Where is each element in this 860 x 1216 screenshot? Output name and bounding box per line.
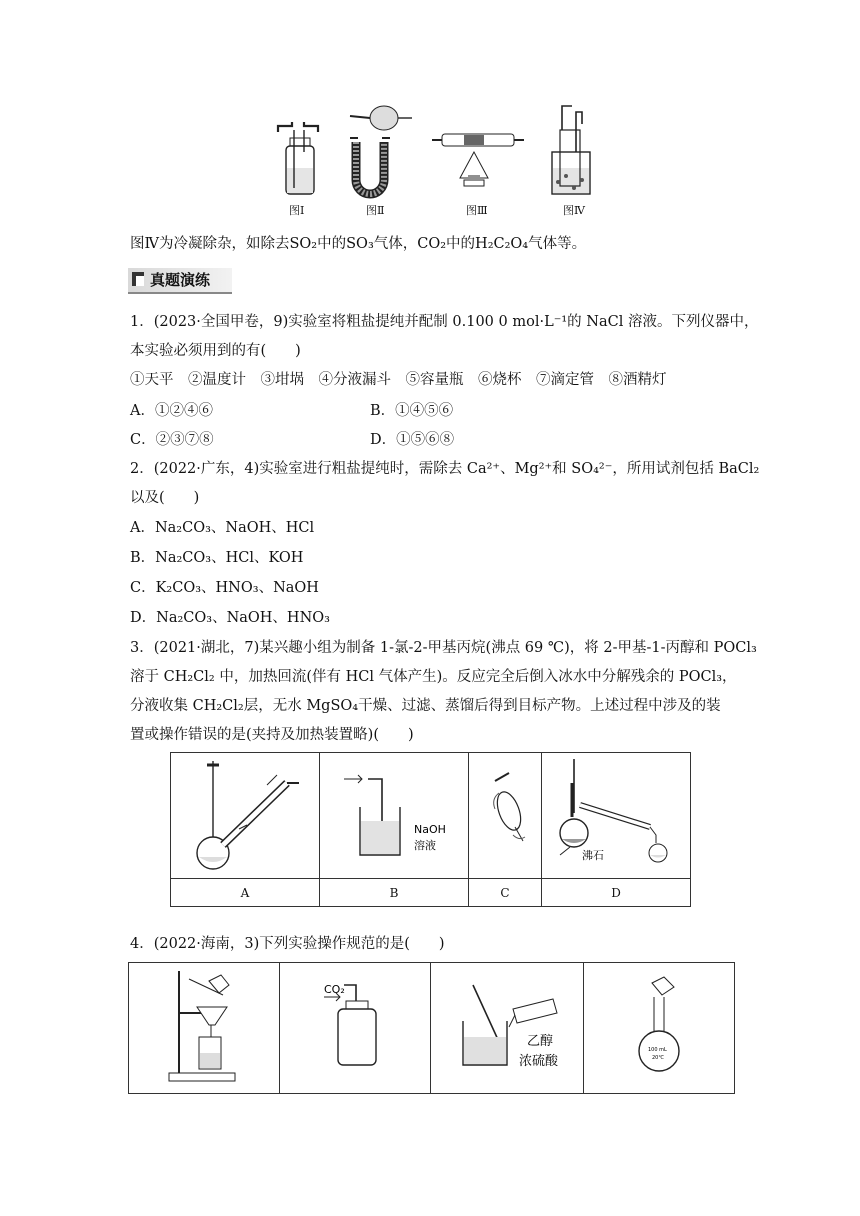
cold-trap-figure <box>546 102 598 200</box>
section-title: 真题演练 <box>150 271 211 289</box>
q1-option-d: D．①⑤⑥⑧ <box>370 432 455 448</box>
q4-flask-label-2: 20℃ <box>652 1055 664 1061</box>
section-header <box>128 268 232 294</box>
q3-stem-line3: 分液收集 CH₂Cl₂层，无水 MgSO₄干燥、过滤、蒸馏后得到目标产物。上述过程中涉及的装 <box>130 698 721 714</box>
q4-acid-label: 浓硫酸 <box>519 1054 559 1069</box>
q2-option-a: A．Na₂CO₃、NaOH、HCl <box>130 520 315 536</box>
q3-naoh-label-2: 溶液 <box>414 839 436 852</box>
q4-stem: 4．(2022·海南，3)下列实验操作规范的是( ) <box>130 936 445 952</box>
q3-stem-line2: 溶于 CH₂Cl₂ 中，加热回流(伴有 HCl 气体产生)。反应完全后倒入冰水中分解残余的 POCl₃， <box>130 669 737 685</box>
figure-caption-3: 图Ⅲ <box>466 204 488 217</box>
apparatus-figures <box>268 102 598 220</box>
q1-option-b: B．①④⑤⑥ <box>370 403 454 419</box>
q1-option-a: A．①②④⑥ <box>130 403 213 419</box>
volumetric-flask-figure <box>584 963 734 1089</box>
q4-flask-label-1: 100 mL <box>648 1047 667 1053</box>
q2-stem-line1: 2．(2022·广东，4)实验室进行粗盐提纯时，需除去 Ca²⁺、Mg²⁺和 SO₄²⁻，所用试剂包括 BaCl₂ <box>130 461 760 477</box>
q3-stem-line4: 置或操作错误的是(夹持及加热装置略)( ) <box>130 727 414 743</box>
q3-label-c: C <box>469 879 542 907</box>
q2-option-b: B．Na₂CO₃、HCl、KOH <box>130 550 304 566</box>
distillation-figure <box>542 753 690 875</box>
q2-option-c: C．K₂CO₃、HNO₃、NaOH <box>130 580 319 596</box>
q2-stem-line2: 以及( ) <box>130 490 200 506</box>
q4-figure-b <box>280 963 431 1094</box>
naoh-absorber-figure <box>320 753 468 875</box>
q4-options-table <box>128 962 735 1094</box>
note-text: 图Ⅳ为冷凝除杂，如除去SO₂中的SO₃气体，CO₂中的H₂C₂O₄气体等。 <box>130 236 587 252</box>
q4-ethanol-label: 乙醇 <box>527 1034 554 1049</box>
q4-figure-c <box>431 963 584 1094</box>
gas-washing-bottle-figure <box>272 102 324 200</box>
q3-options-table <box>170 752 691 907</box>
separatory-funnel-figure <box>469 753 541 875</box>
q3-figure-a <box>171 753 320 879</box>
mixing-acid-figure <box>431 963 583 1089</box>
q4-figure-a <box>129 963 280 1094</box>
q1-stem-line2: 本实验必须用到的有( ) <box>130 343 301 359</box>
q3-naoh-label-1: NaOH <box>414 823 446 836</box>
figure-caption-2: 图Ⅱ <box>366 204 385 217</box>
filtration-figure <box>129 963 279 1089</box>
heated-tube-figure <box>428 102 528 200</box>
q3-figure-d <box>542 753 691 879</box>
q3-label-b: B <box>320 879 469 907</box>
q2-option-d: D．Na₂CO₃、NaOH、HNO₃ <box>130 610 330 626</box>
figure-caption-4: 图Ⅳ <box>563 204 585 217</box>
section-marker-icon <box>132 272 144 286</box>
gas-bottle-figure <box>280 963 430 1089</box>
q1-stem-line1: 1．(2023·全国甲卷，9)实验室将粗盐提纯并配制 0.100 0 mol·L⁻¹的 NaCl 溶液。下列仪器中， <box>130 314 759 330</box>
u-tube-figure <box>346 102 416 200</box>
q3-stem-line1: 3．(2021·湖北，7)某兴趣小组为制备 1-氯-2-甲基丙烷(沸点 69 ℃)，将 2-甲基-1-丙醇和 POCl₃ <box>130 640 757 656</box>
q3-figure-b <box>320 753 469 879</box>
q4-co2-label: CO₂ <box>324 983 345 996</box>
q3-label-a: A <box>171 879 320 907</box>
q3-figure-c <box>469 753 542 879</box>
figure-caption-1: 图Ⅰ <box>289 204 305 217</box>
q1-option-c: C．②③⑦⑧ <box>130 432 214 448</box>
q1-items: ①天平 ②温度计 ③坩埚 ④分液漏斗 ⑤容量瓶 ⑥烧杯 ⑦滴定管 ⑧酒精灯 <box>130 372 667 388</box>
reflux-apparatus-figure <box>171 753 319 875</box>
q4-figure-d <box>584 963 735 1094</box>
q3-label-d: D <box>542 879 691 907</box>
q3-boiling-chips-label: 沸石 <box>582 849 604 862</box>
